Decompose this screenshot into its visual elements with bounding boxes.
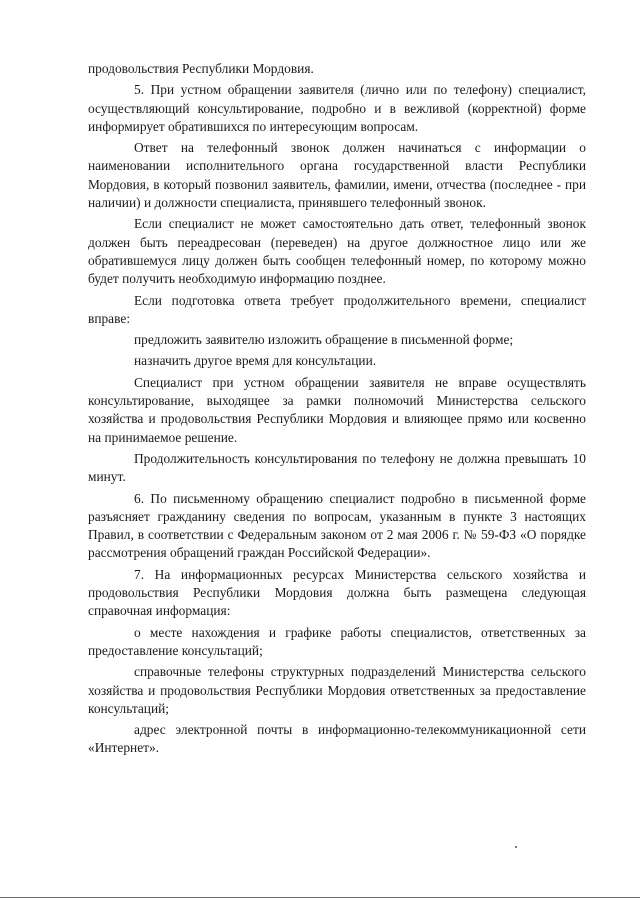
paragraph-long-preparation: Если подготовка ответа требует продолжительного времени, специалист вправе: [88,292,586,326]
paragraph-info-location: о месте нахождения и графике работы специалистов, ответственных за предоставление консультаций; [88,624,586,658]
paragraph-option-written: предложить заявителю изложить обращение в письменной форме; [134,332,514,348]
paragraph-option-reschedule: назначить другое время для консультации. [134,353,377,369]
paragraph-item-5: 5. При устном обращении заявителя (лично или по телефону) специалист, осуществляющий консультирование, подробно и в вежливой (корректной) форме информирует обратившихся по интересующим вопросам. [88,82,586,134]
paragraph-continuation: продовольствия Республики Мордовия. [88,61,314,76]
paragraph-duration: Продолжительность консультирования по телефону не должна превышать 10 минут. [88,450,586,485]
paragraph-info-email: адрес электронной почты в информационно-телекоммуникационной сети «Интернет». [88,722,586,756]
paragraph-redirect: Если специалист не может самостоятельно дать ответ, телефонный звонок должен быть переадресован (переведен) на другое должностное лицо или же обратившемуся лицу должен быть сообщен телефонный номер, по которому можно будет получить необходимую информацию позднее. [88,216,586,287]
paragraph-scope-limit: Специалист при устном обращении заявителя не вправе осуществлять консультирование, выходящее за рамки полномочий Министерства сельского хозяйства и продовольствия Республики Мордовия и влияющее прямо или косвенно на принимаемое решение. [88,374,586,445]
paragraph-phone-answer: Ответ на телефонный звонок должен начинаться с информации о наименовании исполнительного органа государственной власти Республики Мордовия, в который позвонил заявитель, фамилии, имени, отчества (последнее - при наличии) и должности специалиста, принявшего телефонный звонок. [88,140,586,211]
paragraph-info-phones: справочные телефоны структурных подразделений Министерства сельского хозяйства и продовольствия Республики Мордовия ответственных за предоставление консультаций; [88,664,586,716]
scan-bottom-edge [0,897,640,898]
document-body [88,60,586,761]
scan-speck [515,846,517,848]
paragraph-item-6: 6. По письменному обращению специалист подробно в письменной форме разъясняет гражданину сведения по вопросам, указанным в пункте 3 настоящих Правил, в соответствии с Федеральным законом от 2 мая 2006 г. № 59-ФЗ «О порядке рассмотрения обращений граждан Российской Федерации». [88,490,586,561]
paragraph-item-7: 7. На информационных ресурсах Министерства сельского хозяйства и продовольствия Республики Мордовия должна быть размещена следующая справочная информация: [88,566,586,619]
